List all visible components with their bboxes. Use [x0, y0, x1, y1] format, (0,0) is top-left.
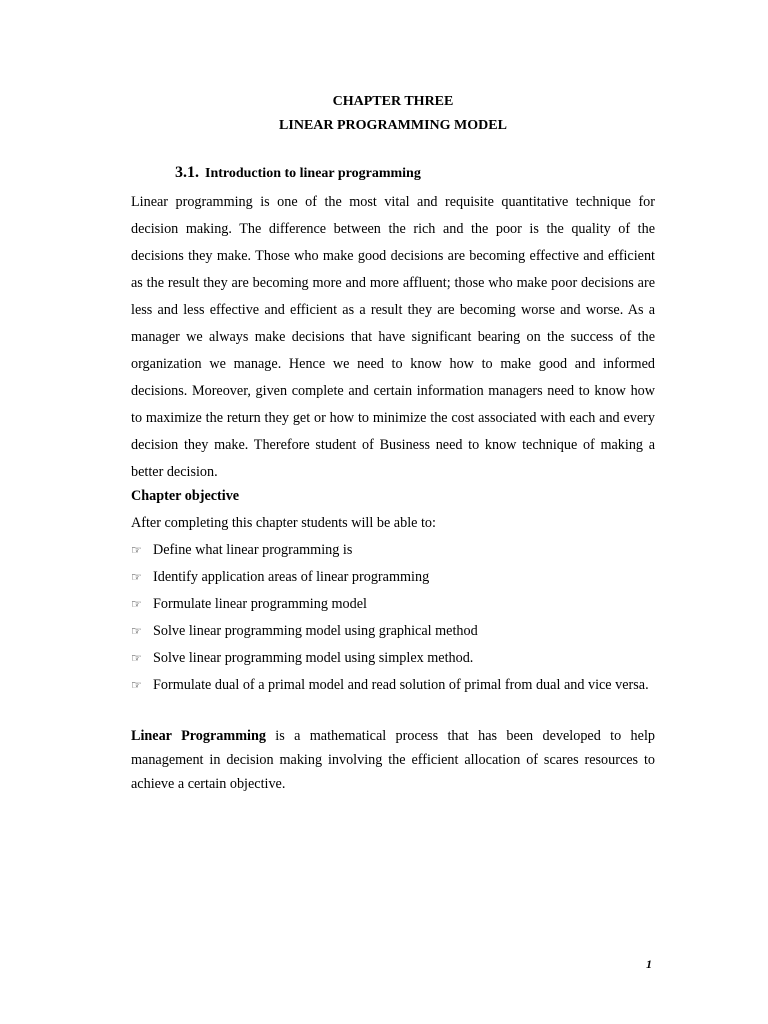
pointing-hand-icon: ☞	[131, 624, 142, 638]
objective-text: Solve linear programming model using graphical method	[153, 623, 478, 639]
objective-item	[131, 672, 655, 699]
section-number: 3.1.	[175, 164, 199, 181]
pointing-hand-icon: ☞	[131, 678, 142, 692]
pointing-hand-icon: ☞	[131, 597, 142, 611]
pointing-hand-icon: ☞	[131, 651, 142, 665]
objective-list	[131, 537, 655, 699]
objective-item	[131, 591, 655, 618]
objective-text: Solve linear programming model using simplex method.	[153, 650, 474, 666]
pointing-hand-icon: ☞	[131, 543, 142, 557]
pointing-hand-icon: ☞	[131, 570, 142, 584]
objective-item	[131, 618, 655, 645]
objective-text: Define what linear programming is	[153, 542, 353, 558]
objective-heading: Chapter objective	[131, 488, 240, 504]
objective-text: Formulate linear programming model	[153, 596, 367, 612]
objective-text: Formulate dual of a primal model and read solution of primal from dual and vice versa.	[153, 677, 649, 693]
intro-paragraph: Linear programming is one of the most vital and requisite quantitative technique for decision making. The difference between the rich and the poor is the quality of the decisions they make. Those who make good decisions are becoming effective and efficient as the result they are becoming more and more affluent; those who make poor decisions are less and less effective and efficient as a result they are becoming worse and worse. As a manager we always make decisions that have significant bearing on the success of the organization we manage. Hence we need to know how to make good and informed decisions. Moreover, given complete and certain information managers need to know how to maximize the return they get or how to minimize the cost associated with each and every decision they make. Therefore student of Business need to know technique of making a better decision.	[131, 194, 655, 480]
objective-text: Identify application areas of linear programming	[153, 569, 430, 585]
definition-term: Linear Programming	[131, 728, 266, 744]
objective-item	[131, 564, 655, 591]
page-number: 1	[646, 957, 652, 971]
definition-text: is a mathematical process that has been developed to help management in decision making involving the efficient allocation of scares resources to achieve a certain objective.	[131, 728, 655, 792]
section-heading	[175, 164, 421, 182]
objective-item	[131, 645, 655, 672]
section-title: Introduction to linear programming	[205, 166, 421, 181]
objective-intro: After completing this chapter students will be able to:	[131, 515, 436, 531]
chapter-number-heading: CHAPTER THREE	[332, 94, 454, 109]
objective-item	[131, 537, 655, 564]
chapter-title-heading: LINEAR PROGRAMMING MODEL	[279, 118, 507, 133]
definition-paragraph	[131, 724, 655, 796]
